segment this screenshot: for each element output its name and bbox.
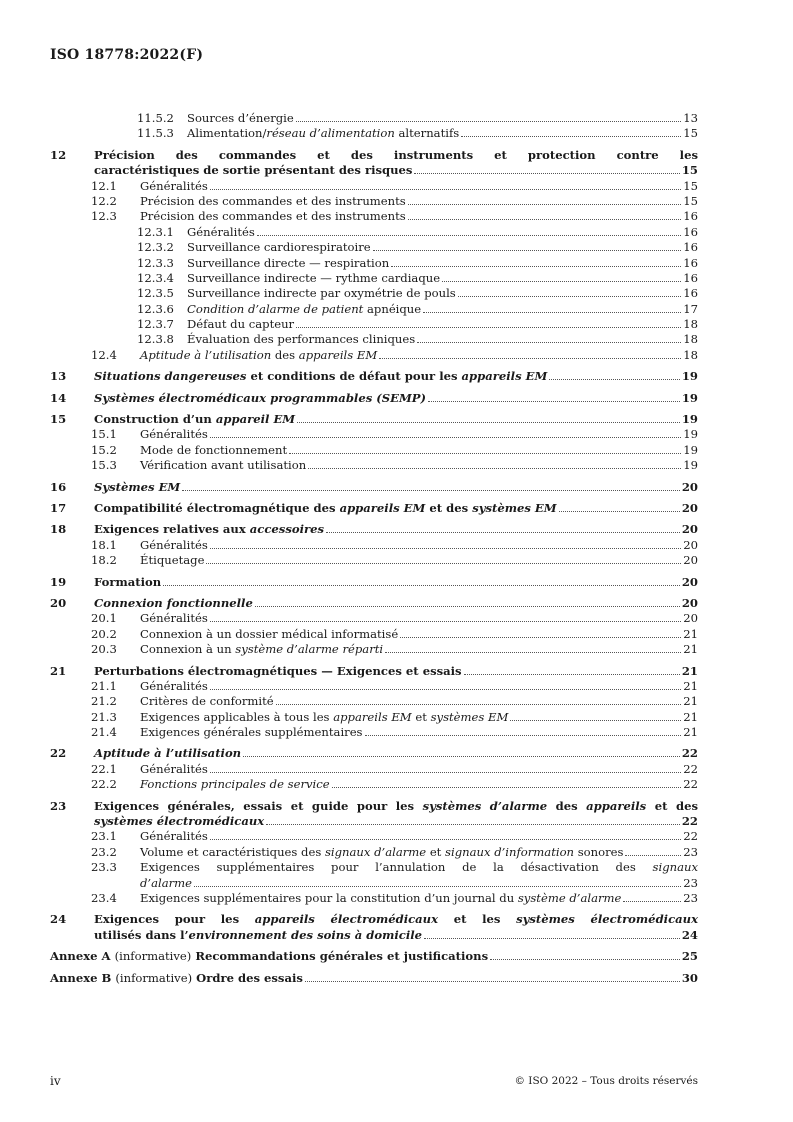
toc-entry-title: Formation [94, 574, 162, 589]
toc-leader-dots [417, 332, 681, 343]
toc-leader-dots [424, 928, 680, 939]
toc-entry-number: 24 [50, 912, 67, 927]
toc-entry[interactable] [50, 126, 698, 141]
toc-entry-page: 16 [683, 270, 698, 285]
toc-leader-dots [210, 679, 681, 690]
toc-entry-page: 21 [683, 709, 698, 724]
toc-entry-page: 15 [681, 163, 698, 178]
toc-leader-dots [297, 412, 680, 423]
toc-entry-title: Exigences applicables à tous les appareils EM et systèmes EM [140, 709, 509, 724]
toc-entry-page: 19 [683, 442, 698, 457]
toc-entry[interactable] [50, 860, 698, 875]
toc-entry[interactable] [50, 302, 698, 317]
toc-leader-dots [461, 126, 681, 137]
toc-entry-page: 25 [681, 949, 698, 964]
toc-entry-page: 15 [683, 178, 698, 193]
toc-leader-dots [442, 271, 681, 282]
toc-entry-number: 18 [50, 522, 67, 537]
toc-entry-number: 12.3.6 [137, 301, 174, 316]
toc-entry-page: 19 [683, 458, 698, 473]
toc-entry-number: 12.3.8 [137, 332, 174, 347]
toc-entry-title: Exigences pour les appareils électromédicaux et les systèmes électromédicaux [94, 912, 698, 927]
document-header: ISO 18778:2022(F) [50, 47, 204, 63]
toc-leader-dots [490, 949, 680, 960]
toc-entry-page: 19 [681, 412, 698, 427]
toc-entry-title: Connexion à un système d’alarme réparti [140, 642, 384, 657]
toc-entry-page: 18 [683, 332, 698, 347]
toc-entry-number: 23 [50, 798, 67, 813]
toc-entry[interactable] [50, 664, 698, 679]
toc-entry-page: 21 [681, 663, 698, 678]
toc-entry-number: 23.2 [91, 844, 117, 859]
toc-entry-page: 22 [683, 777, 698, 792]
toc-leader-dots [559, 501, 680, 512]
toc-entry[interactable] [50, 746, 698, 761]
toc-entry-number: 21.4 [91, 725, 117, 740]
toc-entry-number: 21.3 [91, 709, 117, 724]
toc-entry-number: 15 [50, 412, 67, 427]
toc-leader-dots [408, 209, 682, 220]
toc-entry-page: 20 [681, 500, 698, 515]
toc-entry-page: 21 [683, 694, 698, 709]
toc-leader-dots [428, 391, 680, 402]
toc-leader-dots [255, 596, 680, 607]
toc-entry[interactable] [50, 179, 698, 194]
toc-entry[interactable] [50, 522, 698, 537]
toc-entry-number: 12.3.1 [137, 224, 174, 239]
toc-leader-dots [163, 575, 680, 586]
toc-entry-title: Surveillance indirecte par oxymétrie de pouls [187, 286, 456, 301]
toc-entry[interactable] [50, 225, 698, 240]
toc-entry-title: Situations dangereuses et conditions de défaut pour les appareils EM [94, 369, 548, 384]
toc-entry-title: d’alarme [140, 875, 193, 890]
toc-leader-dots [308, 458, 681, 469]
toc-entry-number: 18.2 [91, 553, 117, 568]
toc-entry-title: Compatibilité électromagnétique des appareils EM et des systèmes EM [94, 500, 557, 515]
toc-entry-title: Généralités [140, 678, 208, 693]
toc-entry[interactable] [50, 194, 698, 209]
toc-entry-number: 20 [50, 595, 67, 610]
toc-entry-title: Précision des commandes et des instruments [140, 193, 406, 208]
toc-entry-page: 22 [681, 746, 698, 761]
toc-entry-title: Critères de conformité [140, 694, 274, 709]
toc-leader-dots [194, 876, 681, 887]
toc-leader-dots [210, 179, 681, 190]
toc-entry[interactable] [50, 148, 698, 163]
toc-entry[interactable] [50, 209, 698, 224]
toc-entry-page: 22 [681, 814, 698, 829]
toc-entry-page: 20 [683, 553, 698, 568]
toc-leader-dots [296, 111, 681, 122]
toc-entry-continuation[interactable] [50, 814, 698, 829]
toc-entry-page: 30 [681, 970, 698, 985]
toc-entry-title: Aptitude à l’utilisation des appareils EM [140, 347, 378, 362]
toc-entry-page: 17 [683, 301, 698, 316]
toc-entry-page: 24 [681, 927, 698, 942]
toc-entry-title: Surveillance directe — respiration [187, 255, 390, 270]
toc-leader-dots [365, 725, 682, 736]
page-number: iv [50, 1074, 61, 1088]
toc-entry[interactable] [50, 725, 698, 740]
toc-entry-number: 18.1 [91, 537, 117, 552]
toc-entry[interactable] [50, 501, 698, 516]
toc-entry-page: 21 [683, 642, 698, 657]
toc-leader-dots [458, 286, 681, 297]
toc-entry-number: 16 [50, 479, 67, 494]
toc-entry[interactable] [50, 710, 698, 725]
toc-entry-page: 16 [683, 255, 698, 270]
toc-entry-page: 21 [683, 725, 698, 740]
toc-entry-title: Sources d’énergie [187, 111, 294, 125]
toc-entry-number: 21 [50, 663, 67, 678]
toc-entry[interactable] [50, 845, 698, 860]
toc-entry-page: 18 [683, 317, 698, 332]
toc-entry-page: 21 [683, 678, 698, 693]
toc-leader-dots [400, 627, 681, 638]
toc-entry[interactable] [50, 317, 698, 332]
table-of-contents [50, 111, 698, 986]
toc-entry-title: Volume et caractéristiques des signaux d’alarme et signaux d’information sonores [140, 844, 624, 859]
toc-entry-title: Annexe B (informative) Ordre des essais [50, 970, 303, 985]
toc-entry-title: Précision des commandes et des instruments [140, 209, 406, 224]
toc-entry[interactable] [50, 391, 698, 406]
toc-leader-dots [326, 522, 680, 533]
toc-entry-number: 23.4 [91, 890, 117, 905]
toc-entry[interactable] [50, 427, 698, 442]
toc-entry-title: Généralités [187, 224, 255, 239]
toc-leader-dots [243, 746, 680, 757]
toc-entry[interactable] [50, 949, 698, 964]
toc-entry[interactable] [50, 891, 698, 906]
toc-leader-dots [210, 538, 681, 549]
toc-leader-dots [379, 348, 681, 359]
toc-leader-dots [305, 971, 680, 982]
toc-entry-page: 20 [681, 522, 698, 537]
toc-entry-title: Condition d’alarme de patient apnéique [187, 301, 422, 316]
toc-leader-dots [210, 829, 681, 840]
toc-entry-title: Exigences générales supplémentaires [140, 725, 363, 740]
toc-entry-number: 12.3.5 [137, 286, 174, 301]
toc-entry-page: 23 [683, 875, 698, 890]
toc-entry-page: 16 [683, 224, 698, 239]
toc-entry-title: Mode de fonctionnement [140, 442, 288, 457]
toc-leader-dots [414, 163, 679, 174]
copyright-notice: © ISO 2022 – Tous droits réservés [514, 1075, 698, 1087]
toc-entry-page: 16 [683, 240, 698, 255]
toc-entry-title: Perturbations électromagnétiques — Exigences et essais [94, 663, 462, 678]
toc-entry[interactable] [50, 286, 698, 301]
toc-entry-page: 22 [683, 761, 698, 776]
toc-entry[interactable] [50, 679, 698, 694]
toc-entry-number: 12.3.7 [137, 317, 174, 332]
toc-entry-number: 22 [50, 746, 67, 761]
toc-leader-dots [510, 710, 681, 721]
toc-entry-title: Généralités [140, 761, 208, 776]
toc-entry-number: 12.3.4 [137, 270, 174, 285]
toc-entry-page: 20 [681, 595, 698, 610]
toc-leader-dots [210, 427, 681, 438]
toc-entry[interactable] [50, 575, 698, 590]
toc-entry-number: 17 [50, 500, 67, 515]
toc-entry[interactable] [50, 332, 698, 347]
toc-entry-number: 15.1 [91, 427, 117, 442]
toc-entry-number: 21.2 [91, 694, 117, 709]
toc-entry-number: 12.3.2 [137, 240, 174, 255]
toc-entry-continuation[interactable] [50, 163, 698, 178]
toc-entry-page: 19 [681, 369, 698, 384]
toc-leader-dots [332, 777, 682, 788]
toc-entry-title: Annexe A (informative) Recommandations générales et justifications [50, 949, 489, 964]
toc-entry-number: 20.1 [91, 611, 117, 626]
toc-entry-number: 11.5.3 [137, 126, 174, 141]
toc-leader-dots [206, 553, 681, 564]
toc-entry-page: 16 [683, 286, 698, 301]
toc-leader-dots [385, 642, 681, 653]
toc-entry-number: 12.2 [91, 193, 117, 208]
toc-entry-page: 19 [681, 390, 698, 405]
toc-leader-dots [276, 694, 682, 705]
toc-entry-number: 15.2 [91, 442, 117, 457]
toc-leader-dots [296, 317, 681, 328]
toc-entry-title: Précision des commandes et des instruments et protection contre les [94, 147, 698, 162]
toc-leader-dots [266, 814, 680, 825]
toc-entry[interactable] [50, 369, 698, 384]
toc-entry-page: 22 [683, 829, 698, 844]
toc-entry[interactable] [50, 762, 698, 777]
toc-entry-page: 23 [683, 890, 698, 905]
toc-entry-continuation[interactable] [50, 876, 698, 891]
toc-entry-title: utilisés dans l’environnement des soins à domicile [94, 927, 423, 942]
toc-entry-number: 22.2 [91, 777, 117, 792]
toc-entry-number: 20.2 [91, 626, 117, 641]
toc-entry-title: Vérification avant utilisation [140, 458, 307, 473]
toc-leader-dots [257, 225, 681, 236]
toc-entry[interactable] [50, 694, 698, 709]
toc-entry-number: 12.4 [91, 347, 117, 362]
toc-leader-dots [289, 443, 681, 454]
toc-leader-dots [625, 845, 681, 856]
toc-entry-title: Exigences supplémentaires pour la constitution d’un journal du système d’alarme [140, 890, 622, 905]
toc-entry[interactable] [50, 458, 698, 473]
toc-entry-continuation[interactable] [50, 928, 698, 943]
toc-entry[interactable] [50, 627, 698, 642]
toc-entry-page: 20 [681, 574, 698, 589]
toc-entry-number: 12 [50, 147, 67, 162]
toc-entry-title: Défaut du capteur [187, 317, 295, 332]
toc-entry-page: 23 [683, 844, 698, 859]
toc-leader-dots [549, 369, 680, 380]
toc-entry[interactable] [50, 971, 698, 986]
toc-entry-title: Étiquetage [140, 553, 205, 568]
toc-entry[interactable] [50, 611, 698, 626]
toc-entry-title: Connexion fonctionnelle [94, 595, 253, 610]
toc-entry-title: Connexion à un dossier médical informatisé [140, 626, 399, 641]
toc-entry-title: Exigences générales, essais et guide pour les systèmes d’alarme des appareils et des [94, 798, 698, 813]
toc-leader-dots [373, 240, 682, 251]
toc-entry[interactable] [50, 256, 698, 271]
toc-entry-title: Fonctions principales de service [140, 777, 330, 792]
toc-entry[interactable] [50, 480, 698, 495]
toc-entry-title: Systèmes électromédicaux programmables (SEMP) [94, 390, 426, 405]
toc-entry-page: 21 [683, 626, 698, 641]
toc-entry-number: 21.1 [91, 678, 117, 693]
toc-entry[interactable] [50, 348, 698, 363]
toc-entry-title: Généralités [140, 427, 208, 442]
toc-entry-number: 12.3 [91, 209, 117, 224]
toc-entry-title: Généralités [140, 611, 208, 626]
toc-entry[interactable] [50, 777, 698, 792]
toc-entry-title: Surveillance cardiorespiratoire [187, 240, 371, 255]
toc-entry-number: 22.1 [91, 761, 117, 776]
toc-entry-title: Généralités [140, 537, 208, 552]
toc-entry[interactable] [50, 412, 698, 427]
toc-entry-page: 19 [683, 427, 698, 442]
toc-entry-number: 19 [50, 574, 67, 589]
toc-leader-dots [408, 194, 682, 205]
toc-entry-number: 23.3 [91, 860, 117, 875]
toc-entry-page: 13 [683, 111, 698, 125]
toc-entry-title: Exigences supplémentaires pour l’annulation de la désactivation des signaux [140, 860, 698, 875]
toc-entry-title: Évaluation des performances cliniques [187, 332, 416, 347]
toc-leader-dots [391, 256, 681, 267]
toc-entry-number: 11.5.2 [137, 111, 174, 125]
toc-entry-title: caractéristiques de sortie présentant des risques [94, 163, 413, 178]
toc-entry-number: 14 [50, 390, 67, 405]
toc-entry[interactable] [50, 596, 698, 611]
toc-entry-number: 23.1 [91, 829, 117, 844]
toc-leader-dots [423, 302, 681, 313]
toc-entry-title: Généralités [140, 178, 208, 193]
toc-entry-title: Systèmes EM [94, 479, 181, 494]
toc-entry-page: 18 [683, 347, 698, 362]
toc-entry-title: Exigences relatives aux accessoires [94, 522, 325, 537]
toc-entry-page: 20 [681, 479, 698, 494]
toc-entry-title: Aptitude à l’utilisation [94, 746, 242, 761]
toc-entry[interactable] [50, 553, 698, 568]
toc-entry[interactable] [50, 443, 698, 458]
toc-entry-title: Surveillance indirecte — rythme cardiaque [187, 270, 441, 285]
toc-entry-page: 20 [683, 537, 698, 552]
toc-entry[interactable] [50, 829, 698, 844]
toc-entry[interactable] [50, 271, 698, 286]
toc-entry-page: 15 [683, 193, 698, 208]
toc-entry-number: 12.1 [91, 178, 117, 193]
toc-entry[interactable] [50, 912, 698, 927]
toc-entry[interactable] [50, 240, 698, 255]
toc-entry-title: Alimentation/réseau d’alimentation alternatifs [187, 126, 460, 141]
toc-leader-dots [210, 762, 681, 773]
toc-entry-title: Généralités [140, 829, 208, 844]
toc-entry-title: systèmes électromédicaux [94, 814, 265, 829]
toc-entry-number: 15.3 [91, 458, 117, 473]
toc-entry[interactable] [50, 642, 698, 657]
toc-leader-dots [464, 664, 680, 675]
toc-entry[interactable] [50, 799, 698, 814]
toc-entry-number: 12.3.3 [137, 255, 174, 270]
toc-leader-dots [182, 480, 680, 491]
toc-entry-page: 20 [683, 611, 698, 626]
toc-leader-dots [623, 891, 681, 902]
toc-entry-page: 16 [683, 209, 698, 224]
toc-entry[interactable] [50, 538, 698, 553]
toc-entry-number: 13 [50, 369, 67, 384]
toc-entry-number: 20.3 [91, 642, 117, 657]
toc-leader-dots [210, 611, 681, 622]
toc-entry[interactable] [50, 111, 698, 126]
toc-entry-page: 15 [683, 126, 698, 141]
toc-entry-title: Construction d’un appareil EM [94, 412, 296, 427]
